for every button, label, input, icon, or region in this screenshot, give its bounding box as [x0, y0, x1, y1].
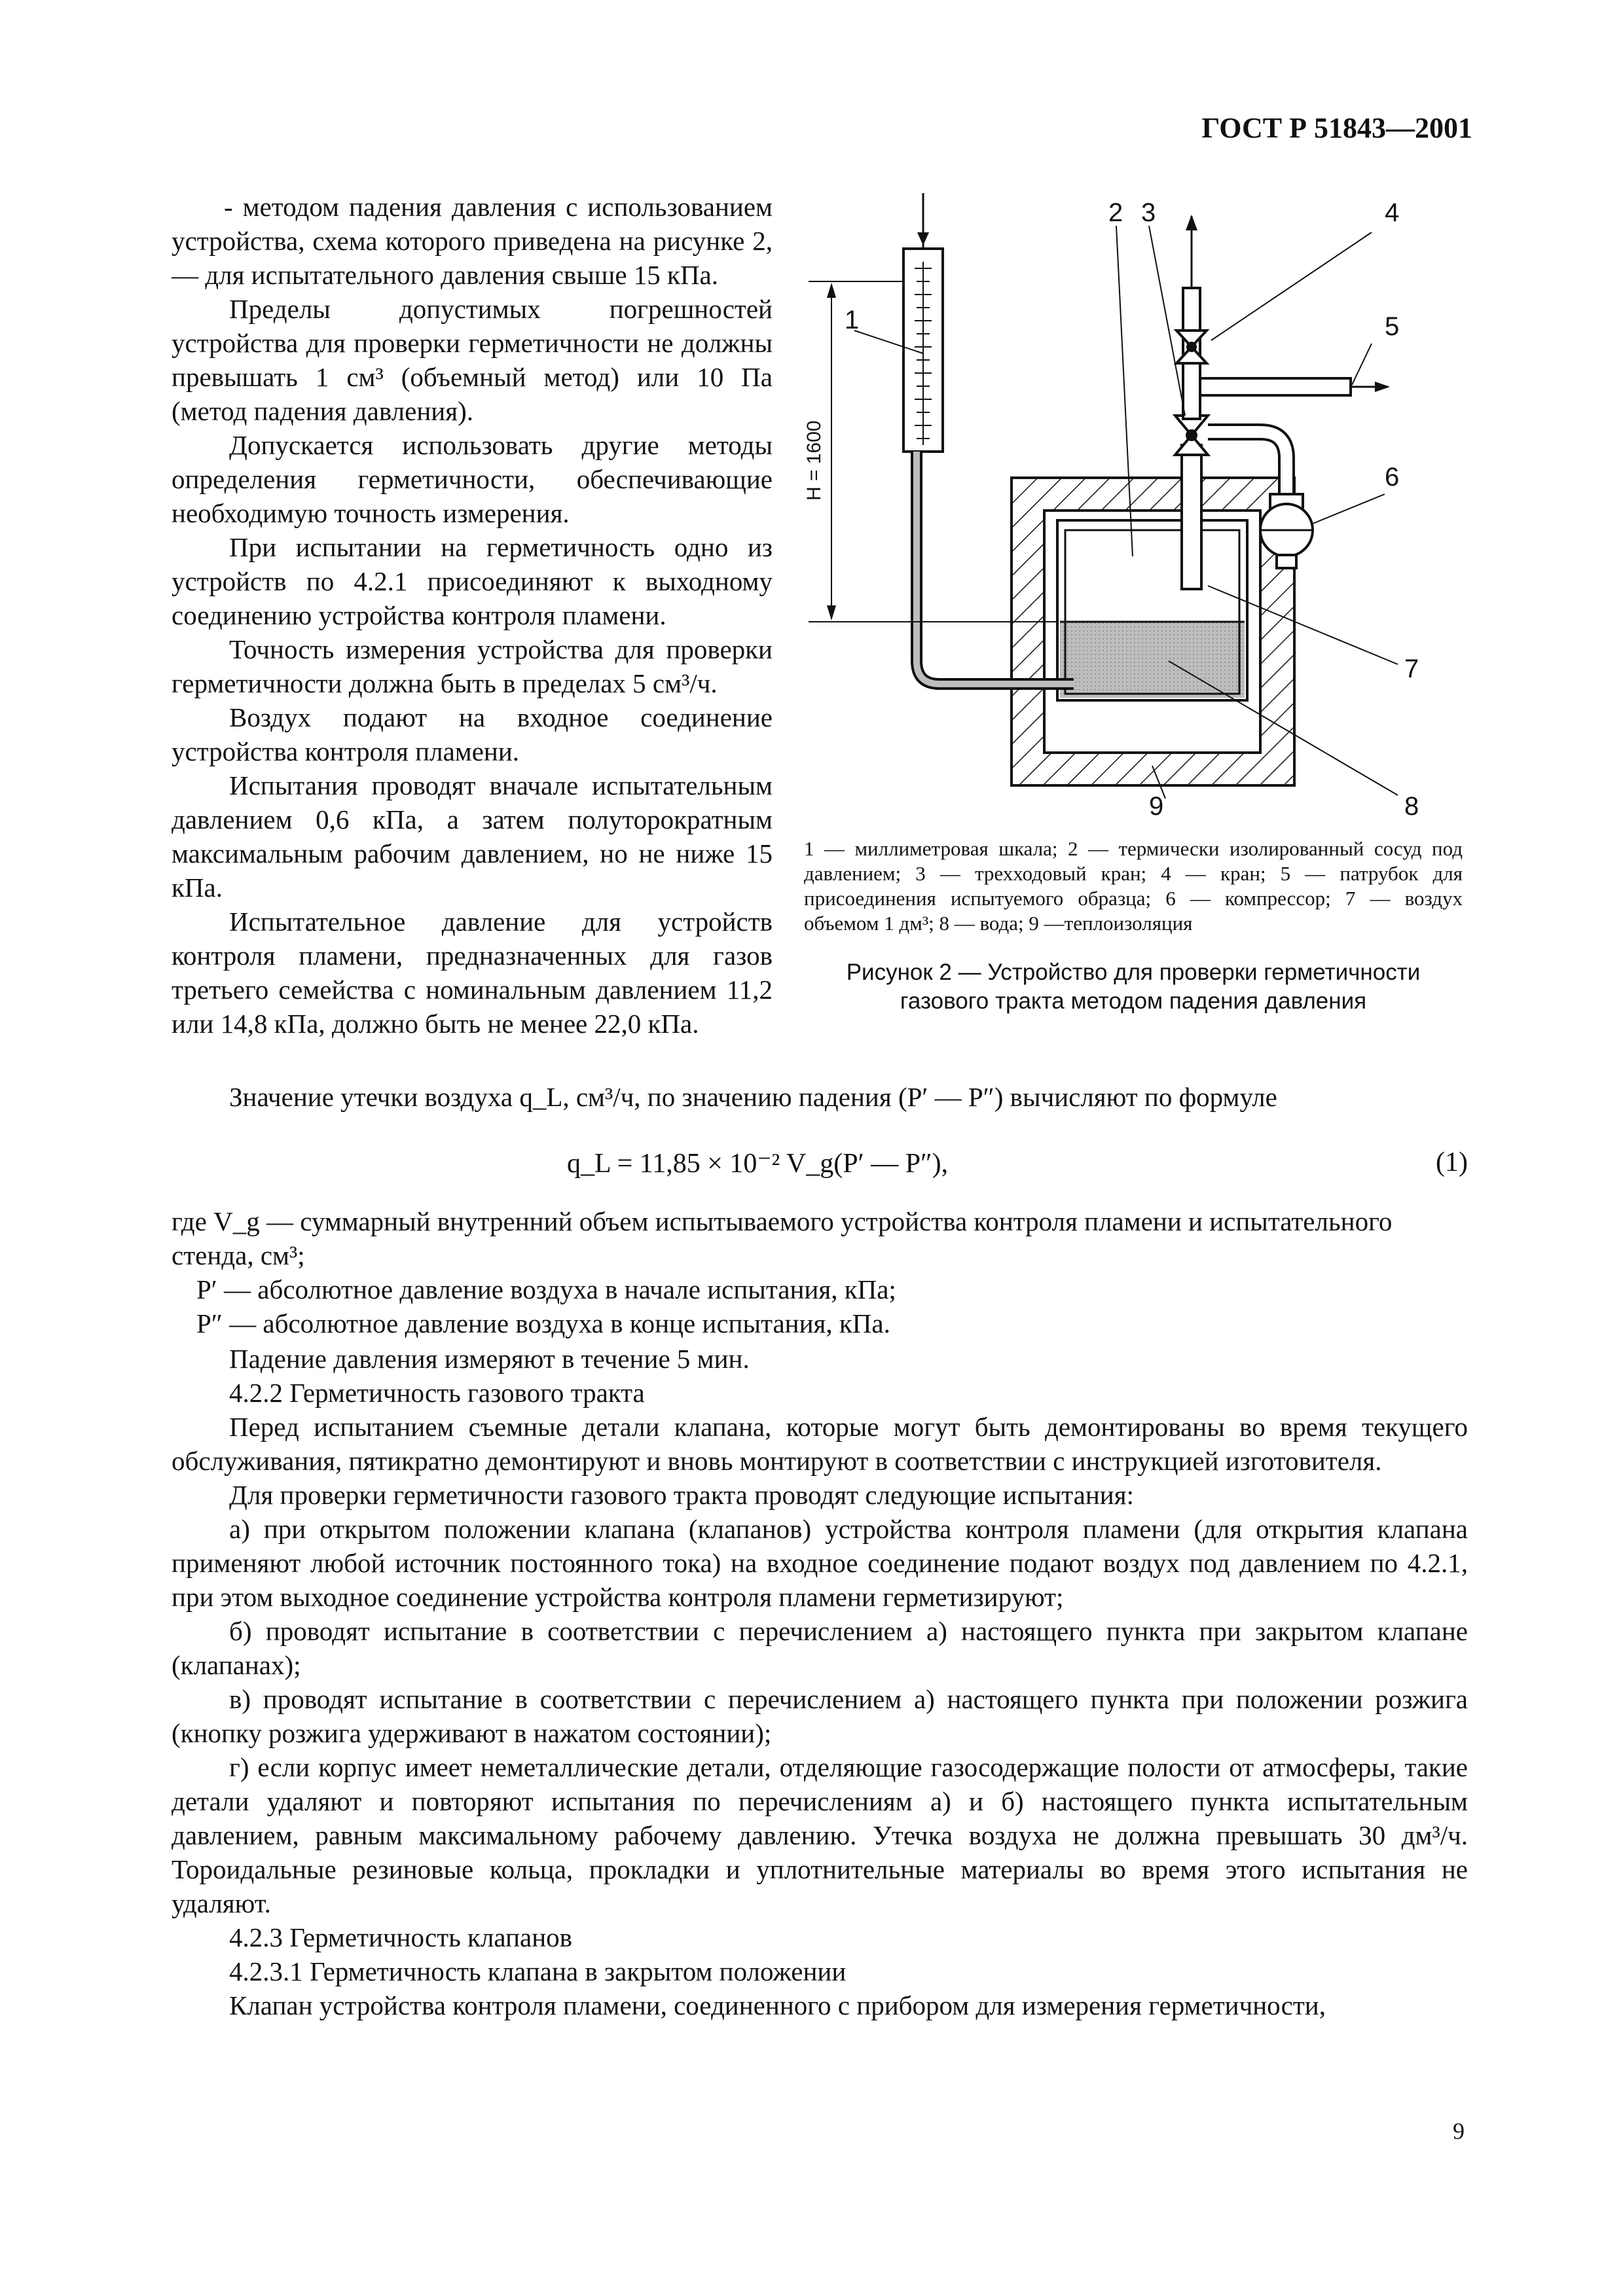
left-column [172, 190, 773, 1041]
where-item [196, 1272, 1493, 1306]
formula-intro: Значение утечки воздуха q_L, см³/ч, по значению падения (P′ — P″) вычисляют по формуле [229, 1082, 1277, 1112]
figure-title [804, 958, 1463, 1016]
dimension-label: H = 1600 [803, 420, 825, 501]
paragraph: Падение давления измеряют в течение 5 мин. [229, 1344, 750, 1374]
paragraph: При испытании на герметичность одно из устройств по 4.2.1 присоединяют к выходному соединению устройства контроля пламени. [172, 532, 773, 630]
label-1: 1 [845, 306, 860, 334]
where-item [196, 1306, 1493, 1340]
section-heading: 4.2.3 Герметичность клапанов [229, 1922, 573, 1952]
page-number: 9 [1453, 2118, 1465, 2144]
where-text: абсолютное давление воздуха в начале испытания, кПа; [257, 1274, 896, 1304]
label-4: 4 [1385, 198, 1400, 227]
paragraph: Воздух подают на входное соединение устройства контроля пламени. [172, 702, 773, 766]
equation-number: (1) [1436, 1147, 1468, 1177]
where-symbol: где V_g — [172, 1206, 293, 1236]
list-item: б) проводят испытание в соответствии с перечислением а) настоящего пункта при закрытом клапане (клапанах); [172, 1616, 1468, 1680]
section-heading: 4.2.3.1 Герметичность клапана в закрытом положении [229, 1956, 847, 1986]
paragraph: Клапан устройства контроля пламени, соединенного с прибором для измерения герметичности, [229, 1990, 1326, 2020]
label-2: 2 [1108, 198, 1123, 227]
where-text: абсолютное давление воздуха в конце испытания, кПа. [263, 1308, 890, 1338]
paragraph: Испытания проводят вначале испытательным давлением 0,6 кПа, а затем полуторократным максимальным рабочим давлением, но не ниже 15 кПа. [172, 770, 773, 903]
list-item: в) проводят испытание в соответствии с перечислением а) настоящего пункта при положении розжига (кнопку розжига удерживают в нажатом состоянии); [172, 1684, 1468, 1748]
label-7: 7 [1404, 655, 1419, 683]
list-item: а) при открытом положении клапана (клапанов) устройства контроля пламени (для открытия клапана применяют любой источник постоянного тока) на входное соединение подают воздух под давлением по 4.2.1, при этом выходное соединение устройства контроля пламени герметизируют; [172, 1514, 1468, 1612]
section-heading: 4.2.2 Герметичность газового тракта [229, 1378, 645, 1408]
formula-intro-block [172, 1080, 1468, 1114]
label-8: 8 [1404, 792, 1419, 821]
figure-title-line: Рисунок 2 — Устройство для проверки герметичности [846, 960, 1421, 985]
where-symbol: P′ — [196, 1274, 251, 1304]
paragraph: Для проверки герметичности газового тракта проводят следующие испытания: [229, 1480, 1134, 1510]
where-item [172, 1204, 1468, 1272]
figure-caption: 1 — миллиметровая шкала; 2 — термически изолированный сосуд под давлением; 3 — трехходовый кран; 4 — кран; 5 — патрубок для присоединения испытуемого образца; 6 — компрессор; 7 — воздух объемом 1 дм³; 8 — вода; 9 —теплоизоляция [804, 837, 1463, 935]
paragraph: Перед испытанием съемные детали клапана, которые могут быть демонтированы во время текущего обслуживания, пятикратно демонтируют и вновь монтируют в соответствии с инструкцией изготовителя. [172, 1412, 1468, 1476]
figure-title-line: газового тракта методом падения давления [900, 988, 1367, 1014]
label-9: 9 [1149, 792, 1164, 821]
body-text [172, 1342, 1468, 2022]
label-5: 5 [1385, 312, 1400, 341]
label-3: 3 [1141, 198, 1156, 227]
paragraph: - методом падения давления с использованием устройства, схема которого приведена на рисунке 2, — для испытательного давления свыше 15 кПа. [172, 192, 773, 290]
paragraph: Испытательное давление для устройств контроля пламени, предназначенных для газов третьего семейства с номинальным давлением 11,2 или 14,8 кПа, должно быть не менее 22,0 кПа. [172, 906, 773, 1039]
where-text: суммарный внутренний объем испытываемого устройства контроля пламени и испытательного стенда, см³; [172, 1206, 1393, 1270]
paragraph: Допускается использовать другие методы определения герметичности, обеспечивающие необходимую точность измерения. [172, 430, 773, 528]
paragraph: Точность измерения устройства для проверки герметичности должна быть в пределах 5 см³/ч. [172, 634, 773, 698]
paragraph: Пределы допустимых погрешностей устройства для проверки герметичности не должны превышать 1 см³ (объемный метод) или 10 Па (метод падения давления). [172, 294, 773, 426]
list-item: г) если корпус имеет неметаллические детали, отделяющие газосодержащие полости от атмосферы, такие детали удаляют и повторяют испытания по перечислениям а) и б) настоящего пункта испытательным давлением, равным максимальному рабочему давлению. Утечка воздуха не должна превышать 30 дм³/ч. Тороидальные резиновые кольца, прокладки и уплотнительные материалы во время этого испытания не удаляют. [172, 1752, 1468, 1918]
standard-header: ГОСТ Р 51843—2001 [1201, 112, 1472, 144]
where-symbol: P″ — [196, 1308, 257, 1338]
formula: q_L = 11,85 × 10⁻² V_g(P′ — P″), [567, 1149, 949, 1179]
label-6: 6 [1385, 463, 1400, 492]
